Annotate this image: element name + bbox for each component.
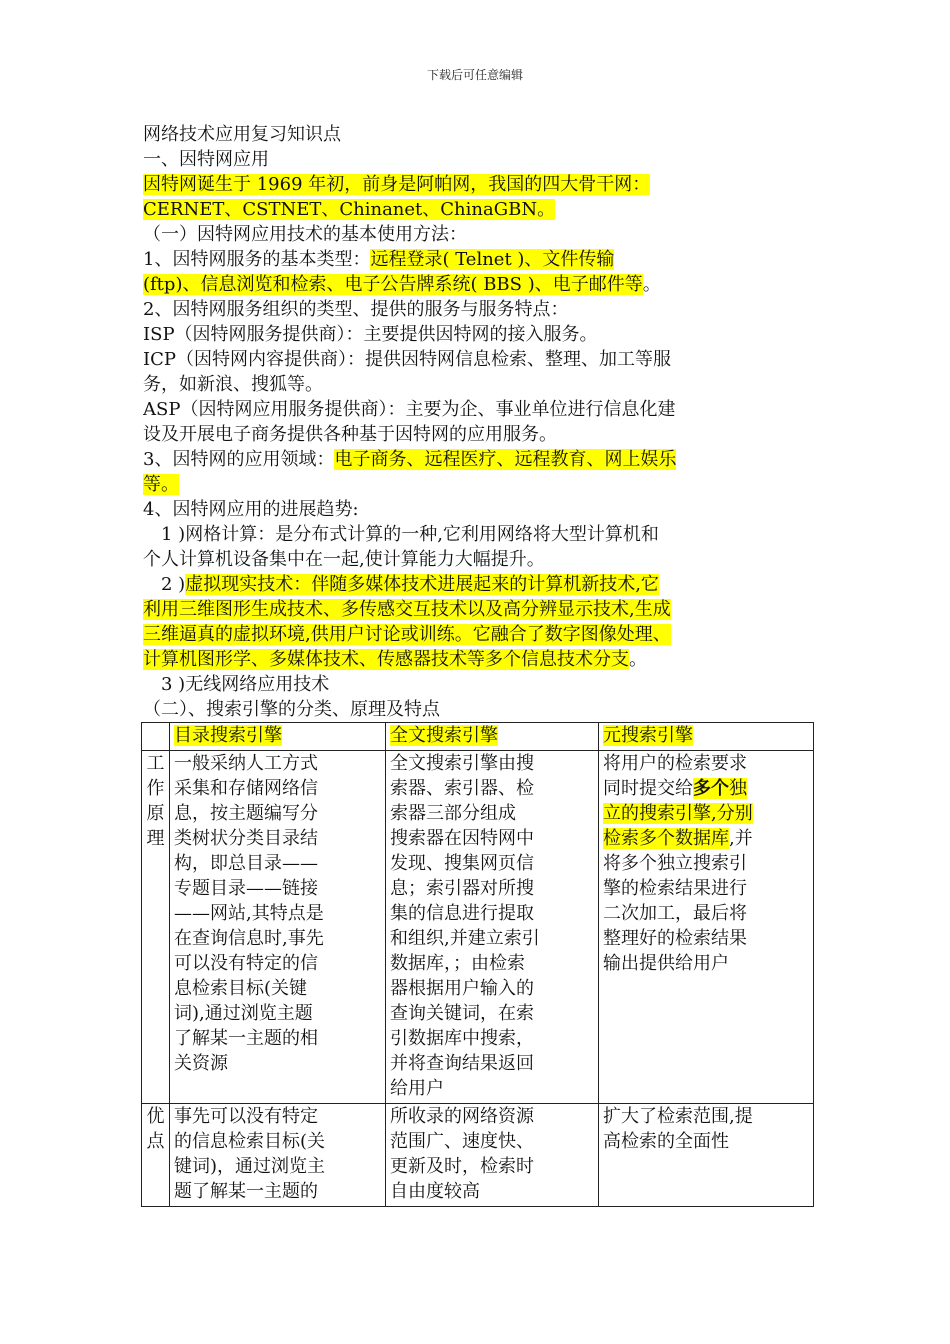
punctuation: 。 — [629, 649, 647, 670]
section-heading-1: 一、因特网应用 — [143, 149, 269, 170]
row-label-advantages — [142, 1104, 170, 1207]
bold-highlight: 多个 — [693, 778, 729, 799]
cell-line: 输出提供给用户 — [603, 953, 729, 974]
trends-heading: 4、因特网应用的进展趋势: — [143, 499, 359, 520]
header-meta: 元搜索引擎 — [603, 725, 693, 746]
vr-line-1 — [143, 572, 808, 597]
cell-line: 索器、索引器、检 — [390, 778, 534, 799]
highlight: 检索多个数据库 — [603, 828, 729, 849]
cell-line — [603, 801, 809, 826]
intro-line-1 — [143, 172, 808, 197]
highlight: 因特网诞生于 1969 年初，前身是阿帕网，我国的四大骨干网： — [143, 174, 651, 195]
table-row-advantages — [142, 1104, 814, 1207]
asp-line-1: ASP（因特网应用服务提供商）：主要为企、事业单位进行信息化建 — [143, 399, 676, 420]
cell-line: ——网站,其特点是 — [174, 903, 324, 924]
label-char: 优 — [146, 1106, 165, 1127]
meta-advantages-cell — [599, 1104, 814, 1207]
icp-line-1: ICP（因特网内容提供商）：提供因特网信息检索、整理、加工等服 — [143, 349, 671, 370]
cell-line: 整理好的检索结果 — [603, 928, 747, 949]
fields-label: 3、因特网的应用领域： — [143, 449, 335, 470]
fields-line-1 — [143, 447, 808, 472]
cell-line: 息；索引器对所搜 — [390, 878, 534, 899]
grid-line-2: 个人计算机设备集中在一起,使计算能力大幅提升。 — [143, 549, 545, 570]
cell-line — [603, 776, 809, 801]
cell-line: 事先可以没有特定 — [174, 1106, 318, 1127]
header-directory: 目录搜索引擎 — [174, 725, 282, 746]
cell-line — [603, 826, 809, 851]
cell-line: 数据库，；由检索 — [390, 953, 525, 974]
grid-line-1: 1 )网格计算：是分布式计算的一种,它利用网络将大型计算机和 — [143, 524, 659, 545]
table-header-cell — [386, 723, 599, 751]
label-char: 点 — [146, 1131, 165, 1152]
header-fulltext: 全文搜索引擎 — [390, 725, 498, 746]
document-body — [143, 122, 808, 1207]
vr-line-3 — [143, 622, 808, 647]
search-engine-table — [141, 722, 814, 1207]
fulltext-advantages-cell — [386, 1104, 599, 1207]
cell-line: 全文搜索引擎由搜 — [390, 753, 534, 774]
cell-line: 息，按主题编写分 — [174, 803, 318, 824]
cell-line: 给用户 — [390, 1078, 444, 1099]
highlight: 电子商务、远程医疗、远程教育、网上娱乐 — [334, 449, 677, 470]
cell-line: 了解某一主题的相 — [174, 1028, 318, 1049]
asp-line-2: 设及开展电子商务提供各种基于因特网的应用服务。 — [143, 424, 557, 445]
cell-line: 所收录的网络资源 — [390, 1106, 534, 1127]
directory-advantages-cell — [170, 1104, 386, 1207]
cell-line: 索器三部分组成 — [390, 803, 516, 824]
fields-line-2 — [143, 472, 808, 497]
text-run: ,并 — [729, 828, 753, 849]
text-run: 同时提交给 — [603, 778, 693, 799]
isp-line: ISP（因特网服务提供商）：主要提供因特网的接入服务。 — [143, 324, 598, 345]
icp-line-2: 务，如新浪、搜狐等。 — [143, 374, 323, 395]
highlight: 虚拟现实技术：伴随多媒体技术进展起来的计算机新技术,它 — [185, 574, 659, 595]
cell-line: 查询关键词，在索 — [390, 1003, 534, 1024]
cell-line: 一般采纳人工方式 — [174, 753, 318, 774]
services-line-1 — [143, 247, 808, 272]
cell-line: 更新及时，检索时 — [390, 1156, 534, 1177]
highlight: (ftp)、信息浏览和检索、电子公告牌系统( BBS )、电子邮件等 — [143, 274, 643, 295]
highlight: 独 — [729, 778, 747, 799]
highlight: 利用三维图形生成技术、多传感交互技术以及高分辨显示技术,生成 — [143, 599, 671, 620]
highlight: 等。 — [143, 474, 179, 495]
cell-line: 将用户的检索要求 — [603, 753, 747, 774]
label-char: 作 — [146, 778, 165, 799]
cell-line: 发现、搜集网页信 — [390, 853, 534, 874]
subsection-heading-1: （一）因特网应用技术的基本使用方法： — [143, 224, 467, 245]
org-types-heading: 2、因特网服务组织的类型、提供的服务与服务特点： — [143, 299, 569, 320]
label-char: 工 — [146, 753, 165, 774]
cell-line: 扩大了检索范围,提 — [603, 1106, 753, 1127]
cell-line: 的信息检索目标(关 — [174, 1131, 326, 1152]
cell-line: 采集和存储网络信 — [174, 778, 318, 799]
vr-number: 2 ) — [143, 574, 186, 595]
table-header-row — [142, 723, 814, 751]
highlight: CERNET、CSTNET、Chinanet、ChinaGBN。 — [143, 199, 556, 220]
cell-line: 可以没有特定的信 — [174, 953, 318, 974]
services-label: 1、因特网服务的基本类型： — [143, 249, 371, 270]
cell-line: 题了解某一主题的 — [174, 1181, 318, 1202]
highlight: 立的搜索引擎,分别 — [603, 803, 753, 824]
cell-line: 搜索器在因特网中 — [390, 828, 534, 849]
vr-line-4 — [143, 647, 808, 672]
cell-line: 将多个独立搜索引 — [603, 853, 747, 874]
cell-line: 键词)，通过浏览主 — [174, 1156, 326, 1177]
services-line-2 — [143, 272, 808, 297]
cell-line: 集的信息进行提取 — [390, 903, 534, 924]
highlight: 三维逼真的虚拟环境,供用户讨论或训练。它融合了数字图像处理、 — [143, 624, 671, 645]
cell-line: 和组织,并建立索引 — [390, 928, 540, 949]
label-char: 原 — [146, 803, 165, 824]
cell-line: 范围广、速度快、 — [390, 1131, 534, 1152]
table-header-cell — [599, 723, 814, 751]
vr-line-2 — [143, 597, 808, 622]
table-corner-cell — [142, 723, 170, 751]
punctuation: 。 — [642, 274, 661, 295]
wireless-line: 3 )无线网络应用技术 — [143, 674, 330, 695]
highlight: 计算机图形学、多媒体技术、传感器技术等多个信息技术分支 — [143, 649, 629, 670]
cell-line: 二次加工，最后将 — [603, 903, 747, 924]
cell-line: 器根据用户输入的 — [390, 978, 534, 999]
meta-principle-cell — [599, 751, 814, 1104]
label-char: 理 — [146, 828, 165, 849]
cell-line: 高检索的全面性 — [603, 1131, 729, 1152]
cell-line: 擎的检索结果进行 — [603, 878, 747, 899]
document-title: 网络技术应用复习知识点 — [143, 124, 341, 145]
cell-line: 专题目录——链接 — [174, 878, 318, 899]
table-header-cell — [170, 723, 386, 751]
cell-line: 关资源 — [174, 1053, 228, 1074]
highlight: 远程登录( Telnet )、文件传输 — [370, 249, 615, 270]
cell-line: 构，即总目录—— — [174, 853, 318, 874]
cell-line: 自由度较高 — [390, 1181, 480, 1202]
cell-line: 息检索目标(关键 — [174, 978, 308, 999]
intro-line-2 — [143, 197, 808, 222]
cell-line: 在查询信息时,事先 — [174, 928, 324, 949]
directory-principle-cell — [170, 751, 386, 1104]
row-label-principle — [142, 751, 170, 1104]
cell-line: 并将查询结果返回 — [390, 1053, 534, 1074]
page-header: 下载后可任意编辑 — [426, 68, 523, 82]
cell-line: 类树状分类目录结 — [174, 828, 318, 849]
table-row-principle — [142, 751, 814, 1104]
cell-line: 词),通过浏览主题 — [174, 1003, 313, 1024]
fulltext-principle-cell — [386, 751, 599, 1104]
subsection-heading-2: （二）、搜索引擎的分类、原理及特点 — [143, 699, 440, 720]
cell-line: 引数据库中搜索， — [390, 1028, 534, 1049]
